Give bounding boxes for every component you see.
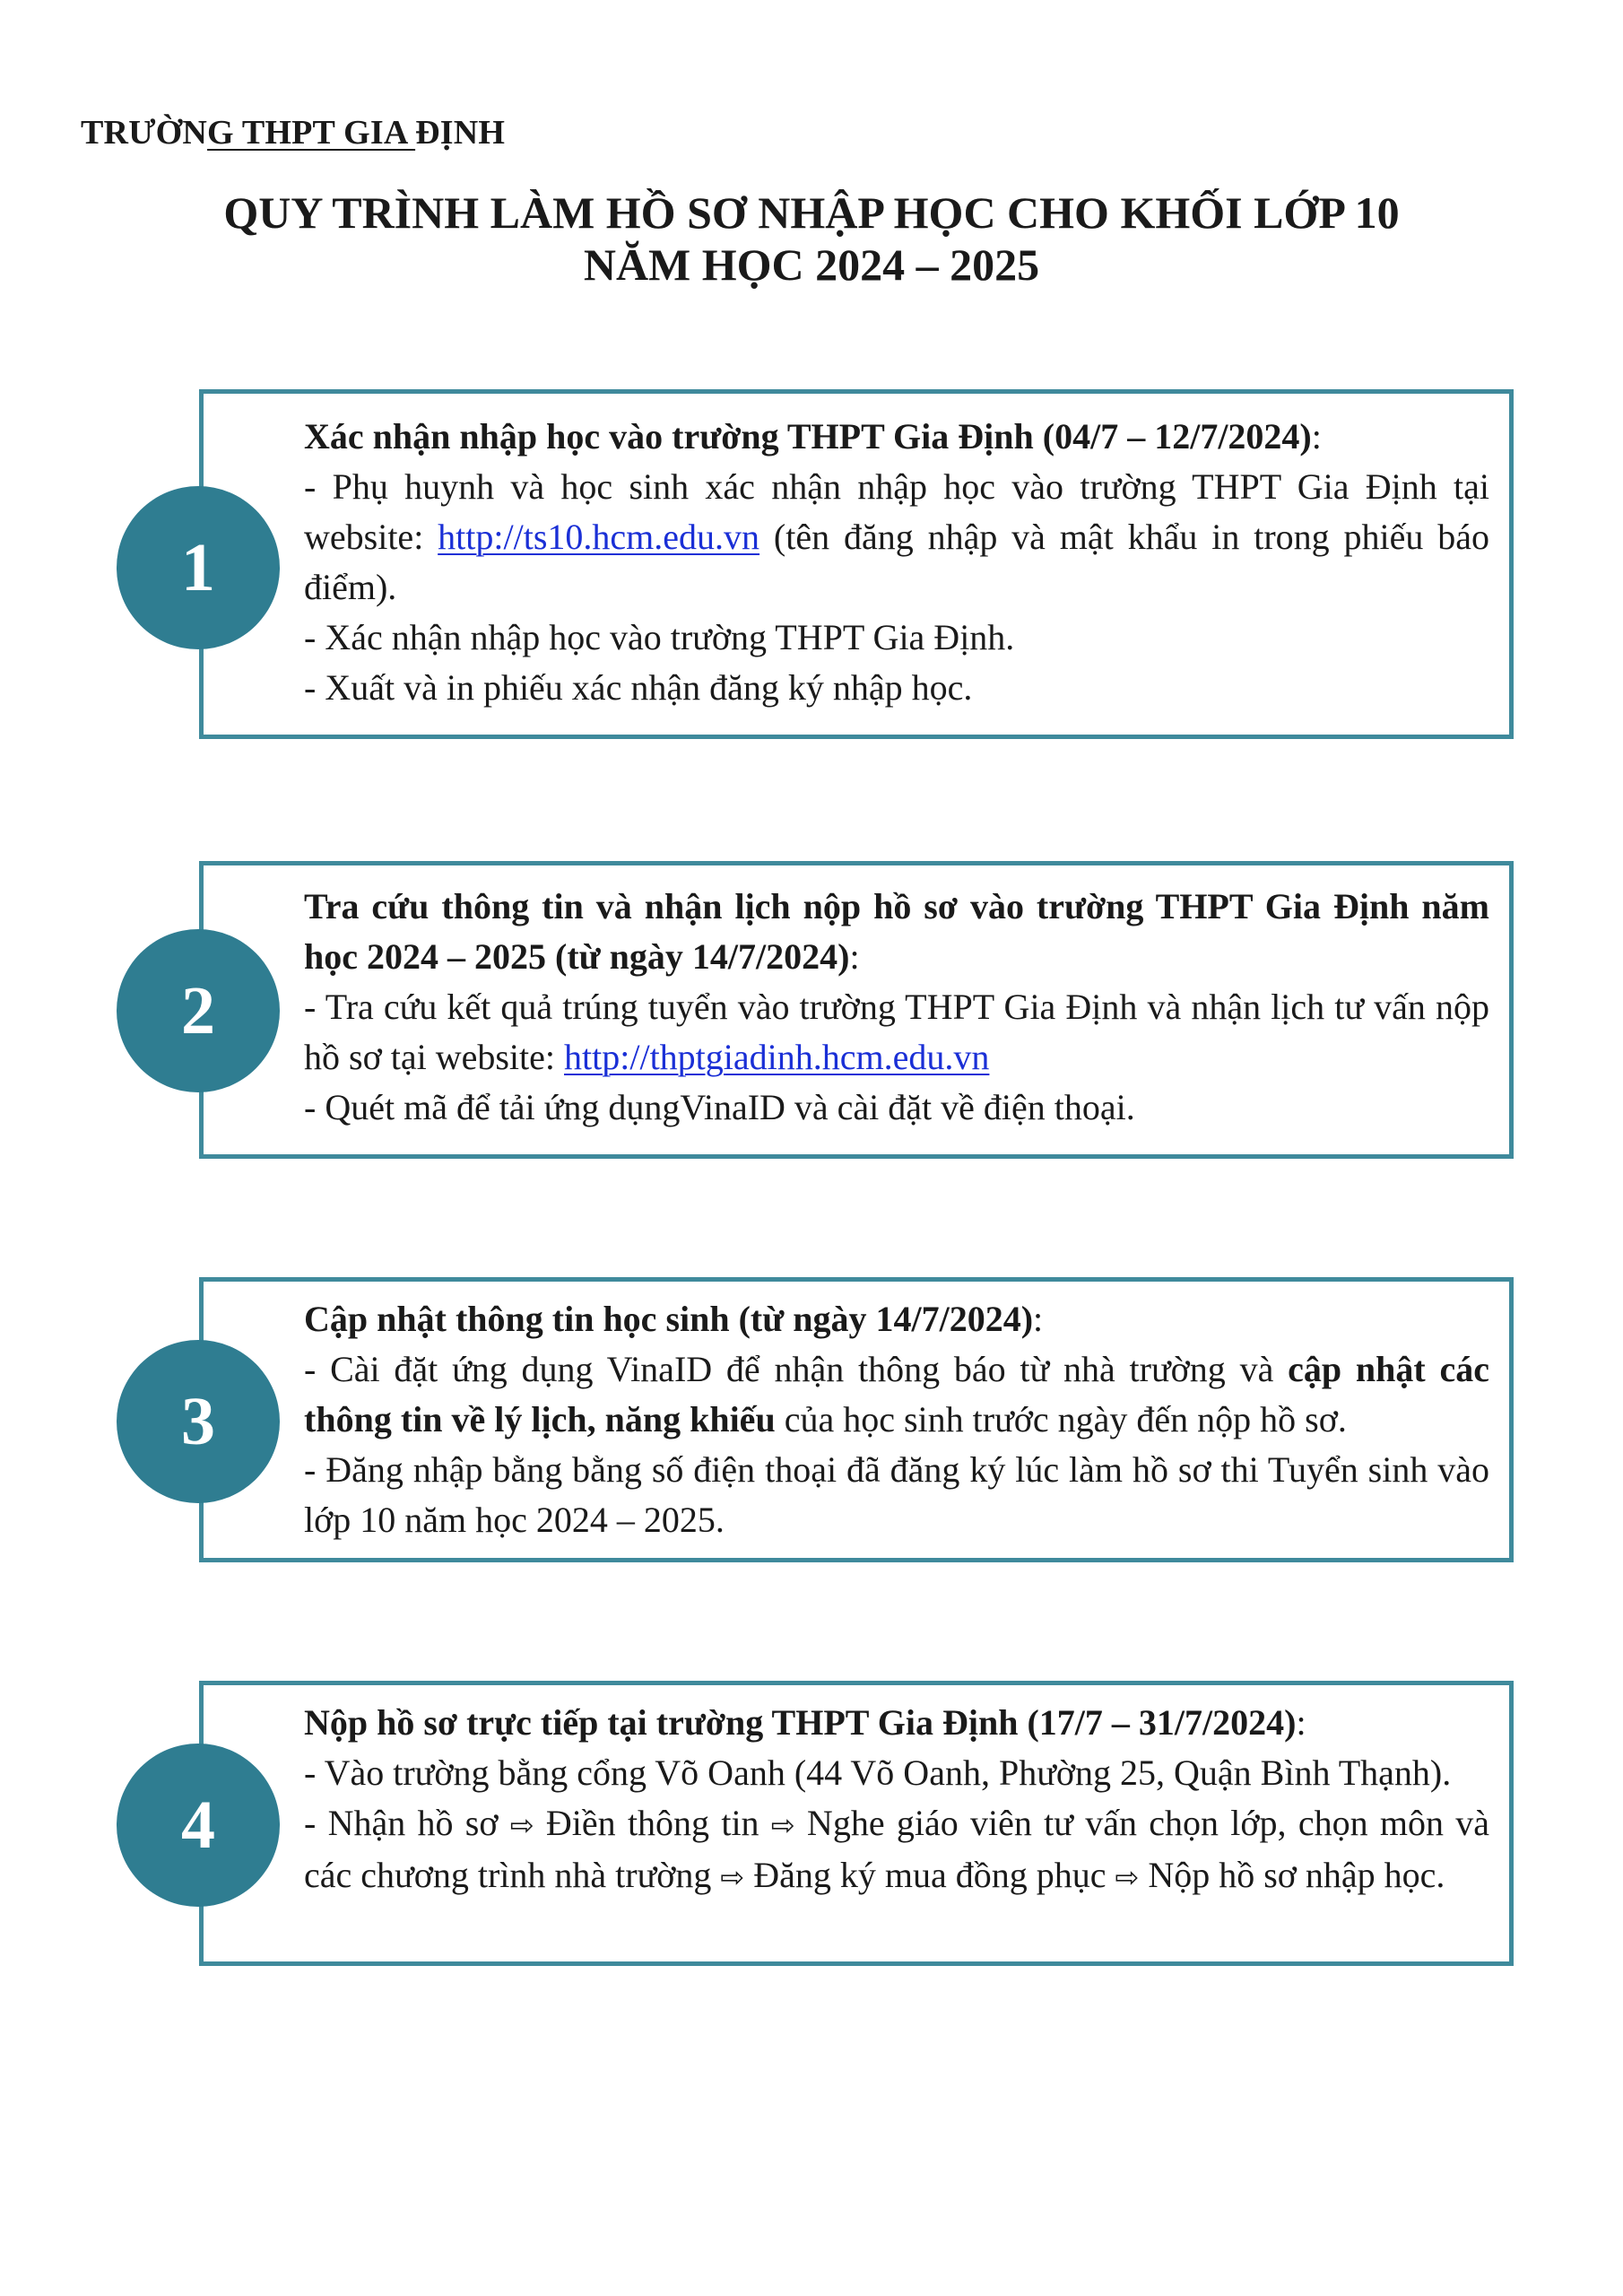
step-1-colon: : <box>1311 416 1322 457</box>
thptgiadinh-link[interactable]: http://thptgiadinh.hcm.edu.vn <box>564 1037 990 1077</box>
school-name <box>81 113 505 152</box>
step-4-box <box>199 1681 1514 1966</box>
step-3-heading: Cập nhật thông tin học sinh (từ ngày 14/7/2024) <box>304 1299 1034 1339</box>
step-4-item-nop-ho-so: Nộp hồ sơ nhập học. <box>1139 1855 1445 1895</box>
step-1-heading: Xác nhận nhập học vào trường THPT Gia Định (04/7 – 12/7/2024) <box>304 416 1312 457</box>
step-1-line-1 <box>304 462 1489 613</box>
step-1-line-2: - Xác nhận nhập học vào trường THPT Gia Định. <box>304 617 1015 657</box>
step-3-number-badge: 3 <box>117 1340 280 1503</box>
step-1-line-3: - Xuất và in phiếu xác nhận đăng ký nhập học. <box>304 667 973 708</box>
step-1-number-badge: 1 <box>117 486 280 649</box>
ts10-link[interactable]: http://ts10.hcm.edu.vn <box>438 517 760 557</box>
step-2-colon: : <box>849 936 860 977</box>
step-4-line-2 <box>304 1798 1489 1902</box>
step-3-line-1-text: - Cài đặt ứng dụng VinaID để nhận thông báo từ nhà trường và <box>304 1349 1289 1389</box>
step-4-item-tu-van: Nghe giáo viên tư vấn chọn lớp, chọn môn và các chương trình nhà trường <box>304 1803 1490 1895</box>
step-1-line-1-tail: (tên đăng nhập và mật khẩu in trong phiếu báo điểm). <box>304 517 1489 607</box>
step-2-content <box>304 882 1489 1133</box>
school-name-part2: G THPT GIA <box>207 114 416 152</box>
step-4-item-dong-phuc: Đăng ký mua đồng phục <box>744 1855 1115 1895</box>
step-3-colon: : <box>1033 1299 1044 1339</box>
step-2-line-1-text: - Tra cứu kết quả trúng tuyển vào trường THPT Gia Định và nhận lịch tư vấn nộp hồ sơ tại website: <box>304 987 1489 1077</box>
step-4-number-badge: 4 <box>117 1744 280 1907</box>
document-title-line2: NĂM HỌC 2024 – 2025 <box>583 239 1040 290</box>
step-4-item-dien-thong-tin: Điền thông tin <box>534 1803 771 1843</box>
step-1-box <box>199 389 1514 739</box>
step-3-line-2: - Đăng nhập bằng bằng số điện thoại đã đăng ký lúc làm hồ sơ thi Tuyển sinh vào lớp 10 năm học 2024 – 2025. <box>304 1449 1489 1540</box>
step-4-item-nhan-ho-so: - Nhận hồ sơ <box>304 1803 510 1843</box>
step-2-number-badge: 2 <box>117 929 280 1092</box>
step-3-box <box>199 1277 1514 1562</box>
document-title-line1: QUY TRÌNH LÀM HỒ SƠ NHẬP HỌC CHO KHỐI LỚP 10 <box>223 187 1400 238</box>
step-4-colon: : <box>1296 1702 1306 1743</box>
step-2-line-2: - Quét mã để tải ứng dụngVinaID và cài đặt về điện thoại. <box>304 1087 1135 1127</box>
arrow-right-icon: ⇨ <box>1115 1860 1140 1894</box>
school-name-part3: ĐỊNH <box>415 114 506 152</box>
step-3-line-1 <box>304 1344 1489 1445</box>
step-2-box <box>199 861 1514 1159</box>
step-2-line-1 <box>304 982 1489 1083</box>
school-name-part1: TRƯỜN <box>81 114 208 152</box>
step-4-line-1: - Vào trường bằng cổng Võ Oanh (44 Võ Oanh, Phường 25, Quận Bình Thạnh). <box>304 1752 1452 1793</box>
step-3-content <box>304 1294 1489 1545</box>
step-4-content <box>304 1698 1489 1902</box>
arrow-right-icon: ⇨ <box>720 1860 745 1894</box>
step-4-heading: Nộp hồ sơ trực tiếp tại trường THPT Gia Định (17/7 – 31/7/2024) <box>304 1702 1297 1743</box>
arrow-right-icon: ⇨ <box>770 1808 795 1842</box>
arrow-right-icon: ⇨ <box>509 1808 534 1842</box>
step-3-line-1-tail: của học sinh trước ngày đến nộp hồ sơ. <box>775 1399 1347 1439</box>
step-3-line-1-bold: cập nhật các thông tin về lý lịch, năng khiếu <box>304 1349 1489 1439</box>
step-1-content <box>304 412 1489 713</box>
step-1-line-1-text: - Phụ huynh và học sinh xác nhận nhập học vào trường THPT Gia Định tại website: <box>304 466 1489 557</box>
step-2-heading: Tra cứu thông tin và nhận lịch nộp hồ sơ vào trường THPT Gia Định năm học 2024 – 2025 (từ ngày 14/7/2024) <box>304 886 1489 977</box>
